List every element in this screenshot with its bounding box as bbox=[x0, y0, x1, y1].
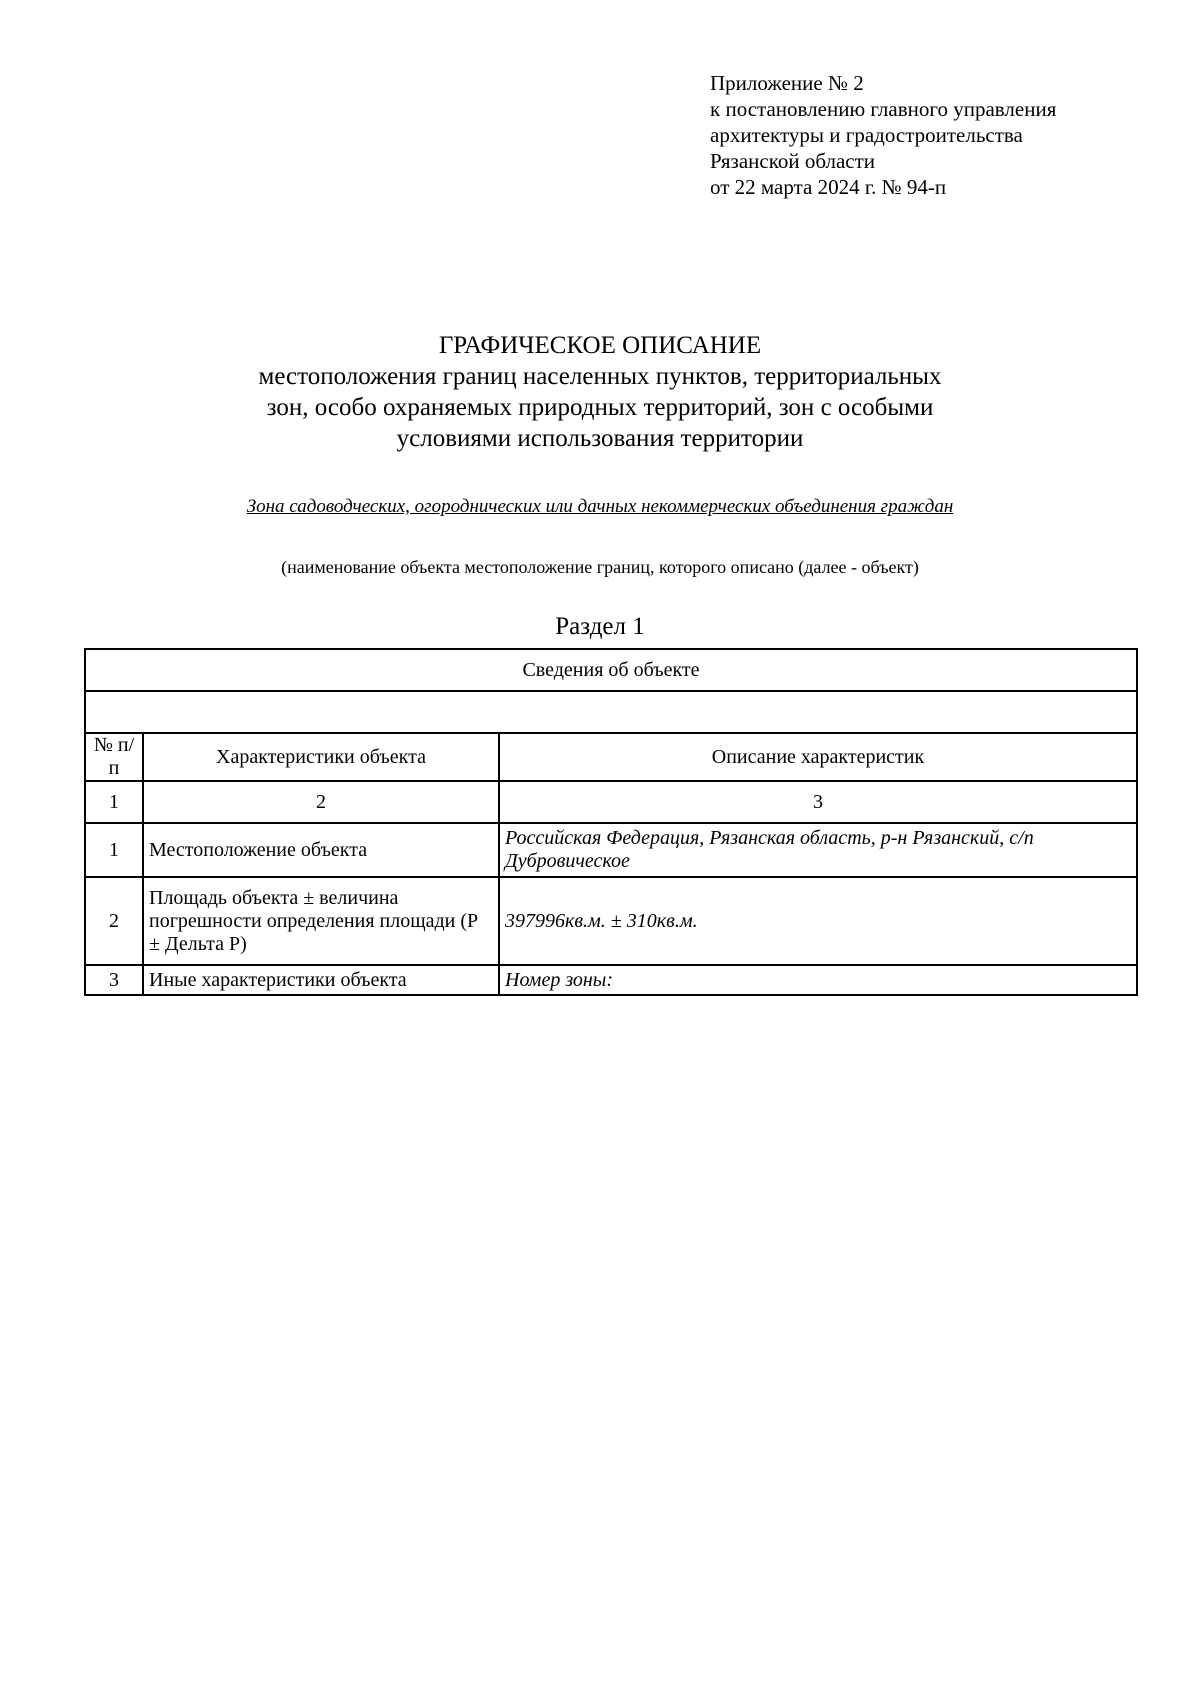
table-caption-row bbox=[85, 649, 1137, 691]
table-empty-row bbox=[85, 691, 1137, 733]
row-characteristic: Местоположение объекта bbox=[143, 823, 499, 877]
appendix-line: архитектуры и градостроительства bbox=[710, 123, 1023, 147]
title-line: условиями использования территории bbox=[396, 425, 804, 452]
column-number: 1 bbox=[85, 781, 143, 823]
row-num: 2 bbox=[85, 877, 143, 965]
appendix-line: от 22 марта 2024 г. № 94-п bbox=[710, 175, 947, 199]
table-caption: Сведения об объекте bbox=[85, 649, 1137, 691]
column-number: 3 bbox=[499, 781, 1137, 823]
column-number: 2 bbox=[143, 781, 499, 823]
row-characteristic: Площадь объекта ± величина погрешности определения площади (P ± Дельта P) bbox=[143, 877, 499, 965]
appendix-line: Приложение № 2 bbox=[710, 71, 864, 95]
row-characteristic: Иные характеристики объекта bbox=[143, 965, 499, 995]
row-description: Номер зоны: bbox=[499, 965, 1137, 995]
row-num: 3 bbox=[85, 965, 143, 995]
appendix-line: Рязанской области bbox=[710, 149, 876, 173]
object-name-caption: (наименование объекта местоположение границ, которого описано (далее - объект) bbox=[281, 557, 919, 577]
section-title: Раздел 1 bbox=[555, 613, 645, 640]
header-description: Описание характеристик bbox=[499, 733, 1137, 781]
appendix-header bbox=[710, 70, 1056, 200]
document-title bbox=[0, 330, 1200, 454]
table-row bbox=[85, 823, 1137, 877]
title-line: ГРАФИЧЕСКОЕ ОПИСАНИЕ bbox=[438, 332, 762, 359]
object-info-table bbox=[84, 648, 1138, 996]
table-row bbox=[85, 965, 1137, 995]
object-name: Зона садоводческих, огороднических или дачных некоммерческих объединения граждан bbox=[246, 496, 954, 517]
row-num: 1 bbox=[85, 823, 143, 877]
table-header-row bbox=[85, 733, 1137, 781]
title-line: местоположения границ населенных пунктов, территориальных bbox=[258, 363, 942, 390]
row-description: 397996кв.м. ± 310кв.м. bbox=[499, 877, 1137, 965]
table-empty-cell bbox=[85, 691, 1137, 733]
row-description: Российская Федерация, Рязанская область, р-н Рязанский, с/п Дубровическое bbox=[499, 823, 1137, 877]
appendix-line: к постановлению главного управления bbox=[710, 97, 1057, 121]
header-characteristic: Характеристики объекта bbox=[143, 733, 499, 781]
title-line: зон, особо охраняемых природных территорий, зон с особыми bbox=[266, 394, 934, 421]
table-column-numbers-row bbox=[85, 781, 1137, 823]
header-num: № п/п bbox=[85, 733, 143, 781]
table-row bbox=[85, 877, 1137, 965]
